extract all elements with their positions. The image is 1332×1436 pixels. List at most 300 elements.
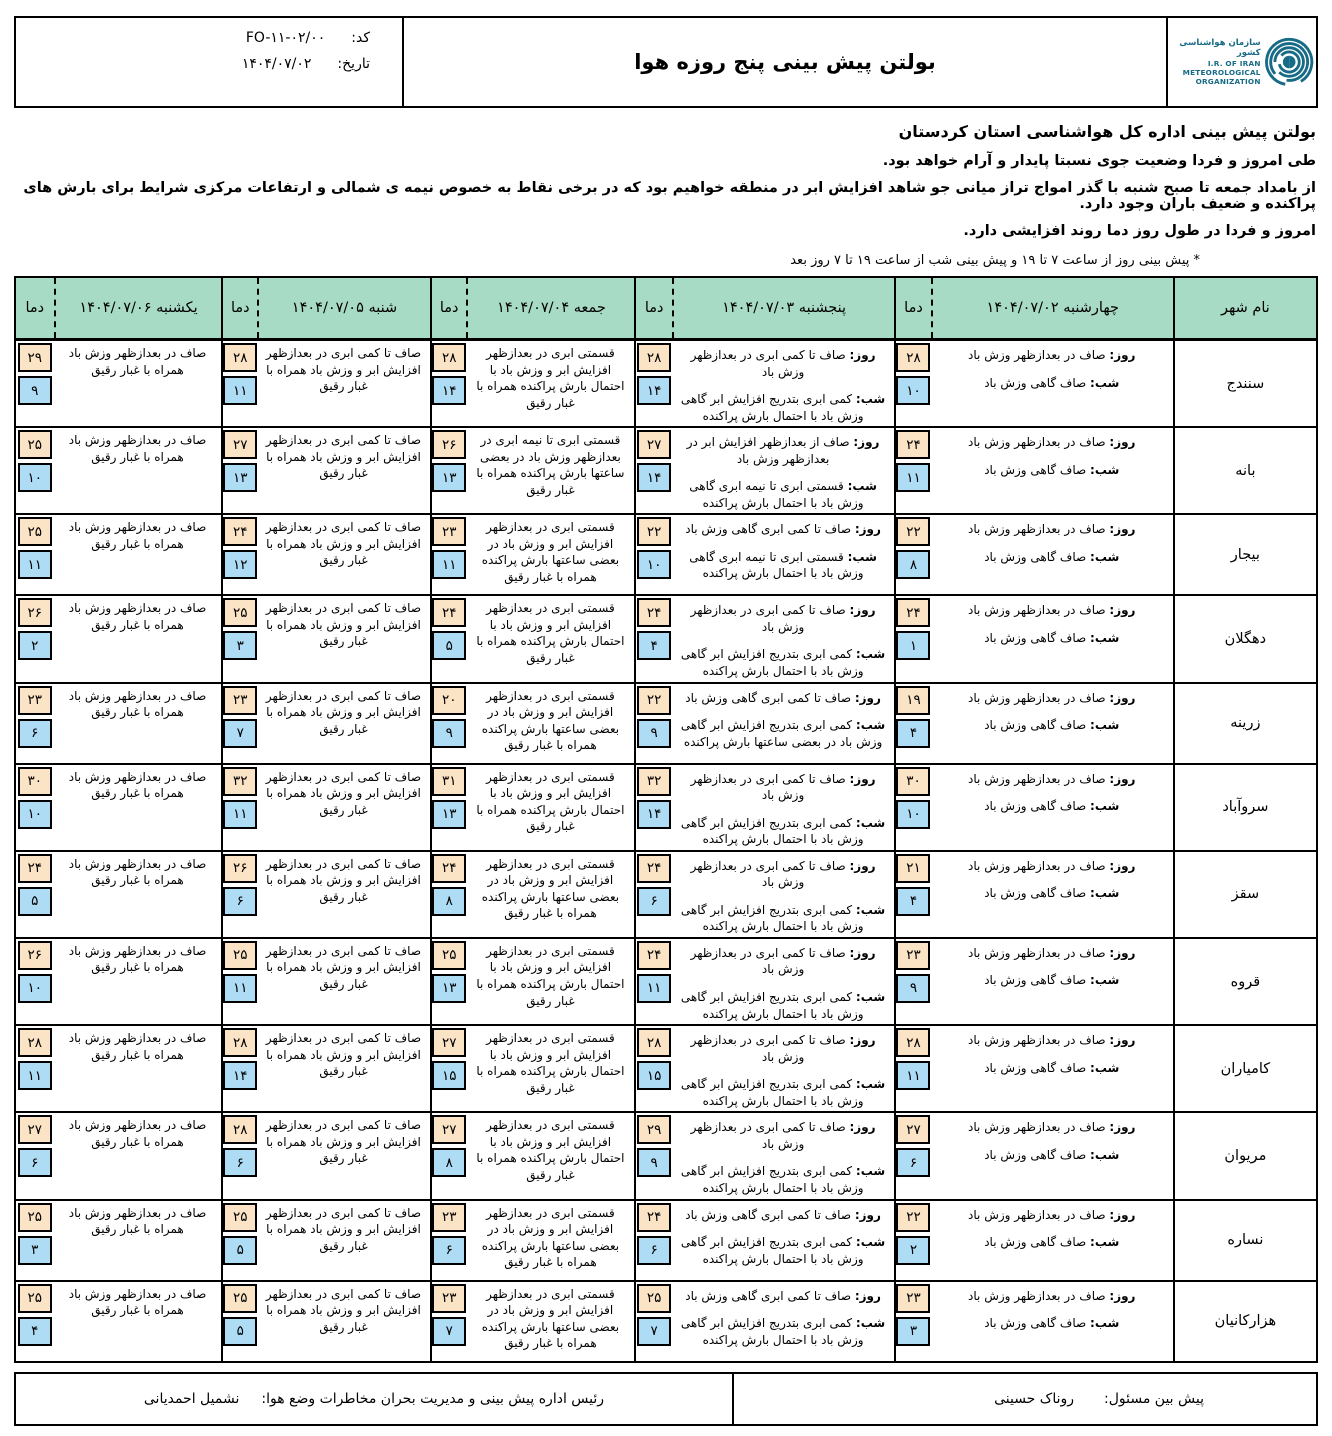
logo-line-2: METEOROLOGICAL — [1182, 68, 1261, 78]
temp-cell — [16, 1026, 54, 1111]
forecast-cell: قسمتی ابری در بعدازظهر افزایش ابر و وزش باد در بعضی ساعتها بارش پراکنده همراه با غبار رقیق — [481, 1205, 620, 1270]
code-line — [48, 30, 370, 46]
temp-max: ۲۷ — [896, 1115, 930, 1144]
temp-cell — [430, 341, 467, 426]
temp-cell — [16, 1201, 54, 1280]
logo-text — [1170, 38, 1261, 87]
temp-max: ۳۱ — [432, 767, 466, 796]
temp-min: ۱۰ — [896, 376, 930, 405]
temp-cell — [221, 684, 257, 763]
temp-min: ۱۱ — [896, 1061, 930, 1090]
temp-min: ۳ — [18, 1236, 52, 1265]
temp-min: ۱ — [896, 631, 930, 660]
day-forecast: روز: صاف در بعدازظهر وزش باد — [968, 858, 1136, 873]
temp-min: ۱۱ — [223, 376, 257, 405]
forecast-cell — [672, 939, 894, 1024]
forecast-cell: قسمتی ابری در بعدازظهر افزایش ابر و وزش باد با احتمال بارش پراکنده همراه با غبار رقیق — [476, 1118, 625, 1182]
temp-max: ۳۲ — [223, 767, 257, 796]
day-label: روز: — [854, 522, 881, 537]
temp-cell — [634, 1113, 672, 1198]
temp-cell — [221, 515, 257, 594]
temp-cell — [16, 341, 54, 426]
night-forecast: شب: کمی ابری بتدریج افزایش ابر گاهی وزش باد با احتمال بارش پراکنده — [680, 1164, 886, 1195]
temp-max: ۲۷ — [432, 1115, 466, 1144]
temp-max: ۲۴ — [637, 598, 671, 627]
forecast-cell: قسمتی ابری در بعدازظهر افزایش ابر و وزش باد با احتمال بارش پراکنده همراه با غبار رقیق — [476, 769, 625, 834]
table-row — [16, 1111, 1316, 1198]
night-label: شب: — [847, 549, 877, 564]
temp-cell — [894, 684, 931, 763]
temp-min: ۱۳ — [223, 463, 257, 492]
day-label: روز: — [854, 1207, 881, 1222]
night-label: شب: — [1090, 1235, 1120, 1250]
night-forecast: شب: کمی ابری بتدریج افزایش ابر گاهی وزش باد در بعضی ساعتها بارش پراکنده — [680, 718, 886, 749]
day-label: روز: — [1109, 1033, 1136, 1048]
night-label: شب: — [1090, 1147, 1120, 1162]
temp-min: ۷ — [223, 719, 257, 748]
night-forecast: شب: کمی ابری بتدریج افزایش ابر گاهی وزش باد با احتمال بارش پراکنده — [680, 392, 886, 423]
forecast-cell: قسمتی ابری در بعدازظهر افزایش ابر و وزش باد با احتمال بارش پراکنده همراه با غبار رقیق — [476, 1031, 625, 1095]
temp-min: ۱۱ — [223, 800, 257, 829]
temp-max: ۲۳ — [432, 1284, 466, 1313]
day-label: روز: — [849, 771, 876, 786]
temp-max: ۲۳ — [18, 686, 52, 715]
temp-max: ۱۹ — [896, 686, 930, 715]
city-cell: بیجار — [1173, 515, 1316, 594]
temp-cell — [634, 428, 672, 513]
temp-min: ۶ — [432, 1236, 466, 1265]
temp-cell — [894, 428, 931, 513]
day-label: روز: — [849, 1120, 876, 1135]
forecast-cell — [931, 939, 1173, 1024]
table-row — [16, 1024, 1316, 1111]
forecast-cell — [672, 765, 894, 850]
temp-min: ۸ — [896, 550, 930, 579]
forecast-cell — [672, 428, 894, 513]
day-header: پنجشنبه ۱۴۰۴/۰۷/۰۳ — [672, 278, 894, 338]
forecast-table — [14, 276, 1318, 1363]
temp-min: ۱۴ — [637, 463, 671, 492]
city-cell: سروآباد — [1173, 765, 1316, 850]
temp-cell — [16, 852, 54, 937]
head-name: نشمیل احمدیانی — [143, 1390, 240, 1407]
city-column-header: نام شهر — [1173, 278, 1316, 338]
table-row — [16, 1280, 1316, 1361]
day-forecast: روز: صاف در بعدازظهر وزش باد — [968, 1207, 1136, 1222]
temp-min: ۱۰ — [18, 974, 52, 1003]
forecast-cell: صاف در بعدازظهر وزش باد همراه با غبار رقیق — [68, 520, 207, 551]
day-label: روز: — [849, 348, 876, 362]
day-forecast: روز: صاف تا کمی ابری در بعدازظهر وزش باد — [690, 603, 876, 634]
temp-max: ۲۴ — [637, 941, 671, 970]
night-label: شب: — [855, 392, 886, 407]
temp-max: ۳۲ — [637, 767, 671, 796]
temp-header: دما — [25, 300, 45, 316]
day-forecast: روز: صاف تا کمی ابری گاهی وزش باد — [685, 522, 881, 537]
temp-cell — [430, 1201, 467, 1280]
temp-max: ۲۵ — [637, 1284, 671, 1313]
temp-max: ۲۴ — [223, 517, 257, 546]
day-forecast: روز: صاف در بعدازظهر وزش باد — [968, 1288, 1136, 1303]
temp-cell — [634, 596, 672, 681]
day-label: روز: — [1109, 1207, 1136, 1222]
temp-max: ۲۳ — [223, 686, 257, 715]
table-row — [16, 682, 1316, 763]
forecast-cell: صاف تا کمی ابری در بعدازظهر افزایش ابر و وزش باد همراه با غبار رقیق — [265, 1205, 422, 1253]
forecast-cell: صاف در بعدازظهر وزش باد همراه با غبار رقیق — [68, 769, 207, 801]
temp-min: ۳ — [223, 631, 257, 660]
met-org-logo — [1170, 30, 1314, 94]
temp-cell — [221, 1282, 257, 1361]
day-label: روز: — [1109, 435, 1136, 450]
forecast-cell: صاف در بعدازظهر وزش باد همراه با غبار رقیق — [68, 943, 207, 975]
temp-max: ۲۴ — [637, 854, 671, 883]
city-cell: سقز — [1173, 852, 1316, 937]
day-label: روز: — [849, 858, 876, 873]
temp-max: ۲۸ — [896, 343, 930, 372]
night-label: شب: — [1090, 799, 1120, 814]
forecast-cell: قسمتی ابری در بعدازظهر افزایش ابر و وزش باد در بعضی ساعتها بارش پراکنده همراه با غبار رقیق — [481, 1286, 620, 1351]
temp-cell — [634, 1201, 672, 1280]
day-label: روز: — [853, 435, 880, 450]
night-label: شب: — [1090, 375, 1120, 390]
forecast-cell — [672, 1113, 894, 1198]
temp-cell — [16, 428, 54, 513]
forecast-cell: صاف در بعدازظهر وزش باد همراه با غبار رقیق — [68, 688, 207, 720]
date-value: ۱۴۰۴/۰۷/۰۲ — [241, 56, 312, 72]
temp-cell — [894, 1026, 931, 1111]
temp-cell — [221, 765, 257, 850]
temp-max: ۲۶ — [18, 598, 52, 627]
forecast-cell — [931, 1113, 1173, 1198]
city-cell: بانه — [1173, 428, 1316, 513]
temp-min: ۶ — [223, 887, 257, 916]
night-label: شب: — [855, 815, 886, 830]
temp-cell — [16, 1113, 54, 1198]
forecast-cell: قسمتی ابری در بعدازظهر افزایش ابر و وزش باد در بعضی ساعتها بارش پراکنده همراه با غبار رقیق — [481, 688, 620, 753]
day-forecast: روز: صاف تا کمی ابری گاهی وزش باد — [685, 1288, 881, 1303]
temp-cell — [16, 939, 54, 1024]
temp-max: ۲۶ — [18, 941, 52, 970]
forecast-cell: قسمتی ابری در بعدازظهر افزایش ابر و وزش باد در بعضی ساعتها بارش پراکنده همراه با غبار رقیق — [481, 520, 620, 585]
temp-max: ۲۷ — [223, 430, 257, 459]
temp-cell — [894, 515, 931, 594]
temp-cell — [430, 1026, 467, 1111]
temp-cell — [430, 939, 467, 1024]
temp-max: ۲۵ — [18, 430, 52, 459]
night-forecast: شب: کمی ابری بتدریج افزایش ابر گاهی وزش باد با احتمال بارش پراکنده — [680, 1235, 886, 1266]
city-cell: هزارکانیان — [1173, 1282, 1316, 1361]
night-forecast: شب: کمی ابری بتدریج افزایش ابر گاهی وزش باد با احتمال بارش پراکنده — [680, 815, 886, 847]
table-header-row — [16, 278, 1316, 341]
temp-max: ۲۰ — [432, 686, 466, 715]
table-row — [16, 937, 1316, 1024]
day-forecast: روز: صاف تا کمی ابری در بعدازظهر وزش باد — [690, 945, 876, 977]
logo-line-fa: سازمان هواشناسی کشور — [1179, 37, 1261, 59]
temp-min: ۶ — [637, 1236, 671, 1265]
temp-max: ۲۲ — [896, 517, 930, 546]
temp-cell — [221, 1026, 257, 1111]
day-label: روز: — [854, 1288, 881, 1303]
temp-min: ۵ — [223, 1236, 257, 1265]
forecast-cell — [931, 852, 1173, 937]
night-forecast: شب: کمی ابری بتدریج افزایش ابر گاهی وزش باد با احتمال بارش پراکنده — [680, 1316, 886, 1347]
temp-min: ۱۳ — [432, 800, 466, 829]
forecaster-cell — [732, 1374, 1316, 1424]
temp-max: ۲۲ — [896, 1203, 930, 1232]
forecast-cell: صاف تا کمی ابری در بعدازظهر افزایش ابر و وزش باد همراه با غبار رقیق — [265, 1031, 422, 1079]
temp-cell — [634, 1282, 672, 1361]
day-label: روز: — [1109, 1288, 1136, 1303]
night-label: شب: — [1090, 973, 1120, 988]
temp-cell — [430, 428, 467, 513]
forecast-cell — [672, 1201, 894, 1280]
temp-max: ۲۵ — [223, 598, 257, 627]
city-cell: دهگلان — [1173, 596, 1316, 681]
temp-min: ۶ — [896, 1148, 930, 1177]
temp-min: ۹ — [637, 719, 671, 748]
day-label: روز: — [1109, 945, 1136, 960]
day-forecast: روز: صاف در بعدازظهر وزش باد — [968, 945, 1136, 960]
intro-line-3: امروز و فردا در طول روز دما روند افزایشی دارد. — [963, 223, 1316, 239]
temp-min: ۱۱ — [18, 1061, 52, 1090]
night-label: شب: — [855, 1316, 886, 1331]
forecast-hours-note: * پیش بینی روز از ساعت ۷ تا ۱۹ و پیش بینی شب از ساعت ۱۹ تا ۷ روز بعد — [790, 253, 1200, 268]
temp-max: ۲۷ — [432, 1028, 466, 1057]
temp-min: ۱۰ — [896, 800, 930, 829]
temp-min: ۸ — [432, 887, 466, 916]
night-forecast: شب: صاف گاهی وزش باد — [984, 1060, 1120, 1075]
temp-max: ۲۷ — [18, 1115, 52, 1144]
table-row — [16, 426, 1316, 513]
temp-cell — [221, 1113, 257, 1198]
intro-section — [16, 122, 1316, 239]
temp-cell — [634, 1026, 672, 1111]
temp-max: ۲۴ — [432, 598, 466, 627]
temp-min: ۱۴ — [637, 800, 671, 829]
night-label: شب: — [855, 1235, 886, 1250]
forecast-cell — [931, 684, 1173, 763]
night-forecast: شب: قسمتی ابری تا نیمه ابری گاهی وزش باد با احتمال بارش پراکنده — [689, 479, 877, 510]
night-forecast: شب: صاف گاهی وزش باد — [984, 375, 1120, 390]
forecast-cell — [672, 515, 894, 594]
night-forecast: شب: صاف گاهی وزش باد — [984, 799, 1120, 814]
day-header: شنبه ۱۴۰۴/۰۷/۰۵ — [257, 278, 430, 338]
night-forecast: شب: کمی ابری بتدریج افزایش ابر گاهی وزش باد با احتمال بارش پراکنده — [680, 990, 886, 1021]
forecast-cell: صاف تا کمی ابری در بعدازظهر افزایش ابر و وزش باد همراه با غبار رقیق — [265, 769, 422, 817]
day-label: روز: — [1109, 771, 1136, 786]
temp-min: ۱۱ — [637, 974, 671, 1003]
night-forecast: شب: صاف گاهی وزش باد — [984, 462, 1120, 477]
forecast-cell: صاف تا کمی ابری در بعدازظهر افزایش ابر و وزش باد همراه با غبار رقیق — [265, 520, 422, 568]
forecast-cell — [672, 852, 894, 937]
temp-max: ۳۰ — [18, 767, 52, 796]
temp-header: دما — [430, 278, 467, 338]
temp-min: ۱۱ — [896, 463, 930, 492]
temp-min: ۲ — [896, 1236, 930, 1265]
day-label: روز: — [1109, 1120, 1136, 1135]
temp-min: ۴ — [637, 631, 671, 660]
forecast-cell: صاف در بعدازظهر وزش باد همراه با غبار رقیق — [68, 1118, 207, 1149]
temp-min: ۳ — [896, 1317, 930, 1346]
day-label: روز: — [1109, 522, 1136, 537]
temp-min: ۵ — [223, 1317, 257, 1346]
night-label: شب: — [1090, 1060, 1120, 1075]
temp-max: ۲۶ — [223, 854, 257, 883]
temp-max: ۲۵ — [223, 1284, 257, 1313]
head-label: رئیس اداره پیش بینی و مدیریت بحران مخاطرات وضع هوا: — [261, 1390, 605, 1407]
temp-cell — [430, 1282, 467, 1361]
temp-header: دما — [221, 278, 257, 338]
forecast-cell — [931, 515, 1173, 594]
temp-min: ۶ — [18, 719, 52, 748]
temp-max: ۲۵ — [432, 941, 466, 970]
temp-max: ۲۸ — [18, 1028, 52, 1057]
temp-max: ۲۳ — [896, 1284, 930, 1313]
code-box — [16, 18, 404, 106]
temp-cell — [430, 765, 467, 850]
temp-min: ۵ — [432, 631, 466, 660]
temp-min: ۱۰ — [18, 463, 52, 492]
temp-max: ۲۹ — [637, 1115, 671, 1144]
day-header: یکشنبه ۱۴۰۴/۰۷/۰۶ — [54, 278, 222, 338]
day-label: روز: — [1109, 690, 1136, 705]
temp-cell — [16, 1282, 54, 1361]
night-forecast: شب: صاف گاهی وزش باد — [984, 1235, 1120, 1250]
night-forecast: شب: کمی ابری بتدریج افزایش ابر گاهی وزش باد با احتمال بارش پراکنده — [680, 647, 886, 679]
forecast-cell — [672, 684, 894, 763]
temp-min: ۱۰ — [18, 800, 52, 829]
department-head-cell — [16, 1374, 732, 1424]
date-label: تاریخ: — [337, 56, 370, 72]
day-forecast: روز: صاف در بعدازظهر وزش باد — [968, 690, 1136, 705]
temp-max: ۲۱ — [896, 854, 930, 883]
temp-cell — [430, 684, 467, 763]
logo-line-3: ORGANIZATION — [1195, 77, 1261, 87]
forecast-cell: قسمتی ابری در بعدازظهر افزایش ابر و وزش باد با احتمال بارش پراکنده همراه با غبار رقیق — [476, 346, 625, 410]
logo-cell — [1166, 18, 1316, 106]
table-row — [16, 763, 1316, 850]
temp-cell — [894, 765, 931, 850]
day-forecast: روز: صاف تا کمی ابری گاهی وزش باد — [685, 1207, 881, 1222]
day-forecast: روز: صاف در بعدازظهر وزش باد — [968, 771, 1136, 786]
temp-cell — [894, 1201, 931, 1280]
forecast-cell — [931, 1201, 1173, 1280]
night-forecast: شب: صاف گاهی وزش باد — [984, 1316, 1120, 1331]
day-forecast: روز: صاف در بعدازظهر وزش باد — [968, 1120, 1136, 1135]
forecast-cell: قسمتی ابری در بعدازظهر افزایش ابر و وزش باد در بعضی ساعتها بارش پراکنده همراه با غبار رقیق — [481, 856, 620, 921]
day-forecast: روز: صاف تا کمی ابری در بعدازظهر وزش باد — [690, 858, 876, 890]
temp-max: ۳۰ — [896, 767, 930, 796]
temp-cell — [16, 684, 54, 763]
temp-min: ۱۴ — [223, 1061, 257, 1090]
day-label: روز: — [849, 1033, 876, 1048]
temp-min: ۷ — [432, 1317, 466, 1346]
forecast-cell: صاف تا کمی ابری در بعدازظهر افزایش ابر و وزش باد همراه با غبار رقیق — [265, 856, 422, 904]
night-forecast: شب: صاف گاهی وزش باد — [984, 1147, 1120, 1162]
temp-max: ۲۸ — [223, 1028, 257, 1057]
night-forecast: شب: صاف گاهی وزش باد — [984, 549, 1120, 564]
footer-bar — [14, 1372, 1318, 1426]
temp-min: ۶ — [637, 887, 671, 916]
temp-cell — [634, 765, 672, 850]
night-label: شب: — [855, 647, 886, 662]
temp-cell — [221, 341, 257, 426]
city-cell: کامیاران — [1173, 1026, 1316, 1111]
temp-max: ۲۴ — [18, 854, 52, 883]
forecast-cell: صاف در بعدازظهر وزش باد همراه با غبار رقیق — [68, 1205, 207, 1237]
day-forecast: روز: صاف در بعدازظهر وزش باد — [968, 603, 1136, 618]
temp-cell — [16, 596, 54, 681]
temp-min: ۷ — [637, 1317, 671, 1346]
header-box — [14, 16, 1318, 108]
temp-min: ۱۳ — [432, 463, 466, 492]
temp-cell — [894, 939, 931, 1024]
night-forecast: شب: صاف گاهی وزش باد — [984, 973, 1120, 988]
temp-min: ۲ — [18, 631, 52, 660]
temp-min: ۱۰ — [637, 550, 671, 579]
date-line — [48, 56, 370, 72]
day-label: روز: — [849, 945, 876, 960]
forecast-cell — [931, 1282, 1173, 1361]
temp-min: ۱۱ — [432, 550, 466, 579]
temp-cell — [16, 765, 54, 850]
temp-cell — [430, 1113, 467, 1198]
temp-cell — [634, 341, 672, 426]
day-label: روز: — [1109, 603, 1136, 618]
forecast-cell: صاف در بعدازظهر وزش باد همراه با غبار رقیق — [68, 1286, 207, 1318]
temp-min: ۱۲ — [223, 550, 257, 579]
temp-cell — [634, 515, 672, 594]
intro-heading: بولتن پیش بینی اداره کل هواشناسی استان کردستان — [898, 122, 1316, 141]
forecast-cell: صاف در بعدازظهر وزش باد همراه با غبار رقیق — [68, 433, 207, 464]
forecast-cell: صاف تا کمی ابری در بعدازظهر افزایش ابر و وزش باد همراه با غبار رقیق — [265, 943, 422, 992]
forecast-cell: صاف تا کمی ابری در بعدازظهر افزایش ابر و وزش باد همراه با غبار رقیق — [265, 433, 422, 481]
temp-max: ۲۵ — [18, 1203, 52, 1232]
forecast-cell — [672, 1282, 894, 1361]
forecast-cell: صاف تا کمی ابری در بعدازظهر افزایش ابر و وزش باد همراه با غبار رقیق — [265, 346, 422, 394]
temp-max: ۲۸ — [223, 343, 257, 372]
forecast-cell — [931, 596, 1173, 681]
temp-min: ۱۳ — [432, 974, 466, 1003]
temp-min: ۴ — [896, 719, 930, 748]
temp-cell — [634, 939, 672, 1024]
table-row — [16, 513, 1316, 594]
day-header: چهارشنبه ۱۴۰۴/۰۷/۰۲ — [931, 278, 1173, 338]
temp-cell — [894, 1282, 931, 1361]
temp-min: ۱۱ — [223, 974, 257, 1003]
temp-cell — [221, 852, 257, 937]
city-cell: قروه — [1173, 939, 1316, 1024]
temp-min: ۱۴ — [637, 376, 671, 405]
night-forecast: شب: کمی ابری بتدریج افزایش ابر گاهی وزش باد با احتمال بارش پراکنده — [680, 1077, 886, 1108]
night-label: شب: — [1090, 630, 1120, 645]
day-header: جمعه ۱۴۰۴/۰۷/۰۴ — [466, 278, 634, 338]
night-label: شب: — [1090, 549, 1120, 564]
temp-cell — [894, 1113, 931, 1198]
forecast-cell: صاف در بعدازظهر وزش باد همراه با غبار رقیق — [68, 856, 207, 888]
forecast-cell: صاف در بعدازظهر وزش باد همراه با غبار رقیق — [68, 1031, 207, 1062]
night-label: شب: — [1090, 462, 1120, 477]
night-label: شب: — [855, 718, 886, 733]
night-label: شب: — [1090, 718, 1120, 733]
night-label: شب: — [1090, 886, 1120, 901]
forecaster-name: روناک حسینی — [994, 1390, 1075, 1407]
temp-max: ۲۴ — [896, 598, 930, 627]
temp-max: ۲۴ — [432, 854, 466, 883]
temp-cell — [221, 596, 257, 681]
table-row — [16, 341, 1316, 426]
